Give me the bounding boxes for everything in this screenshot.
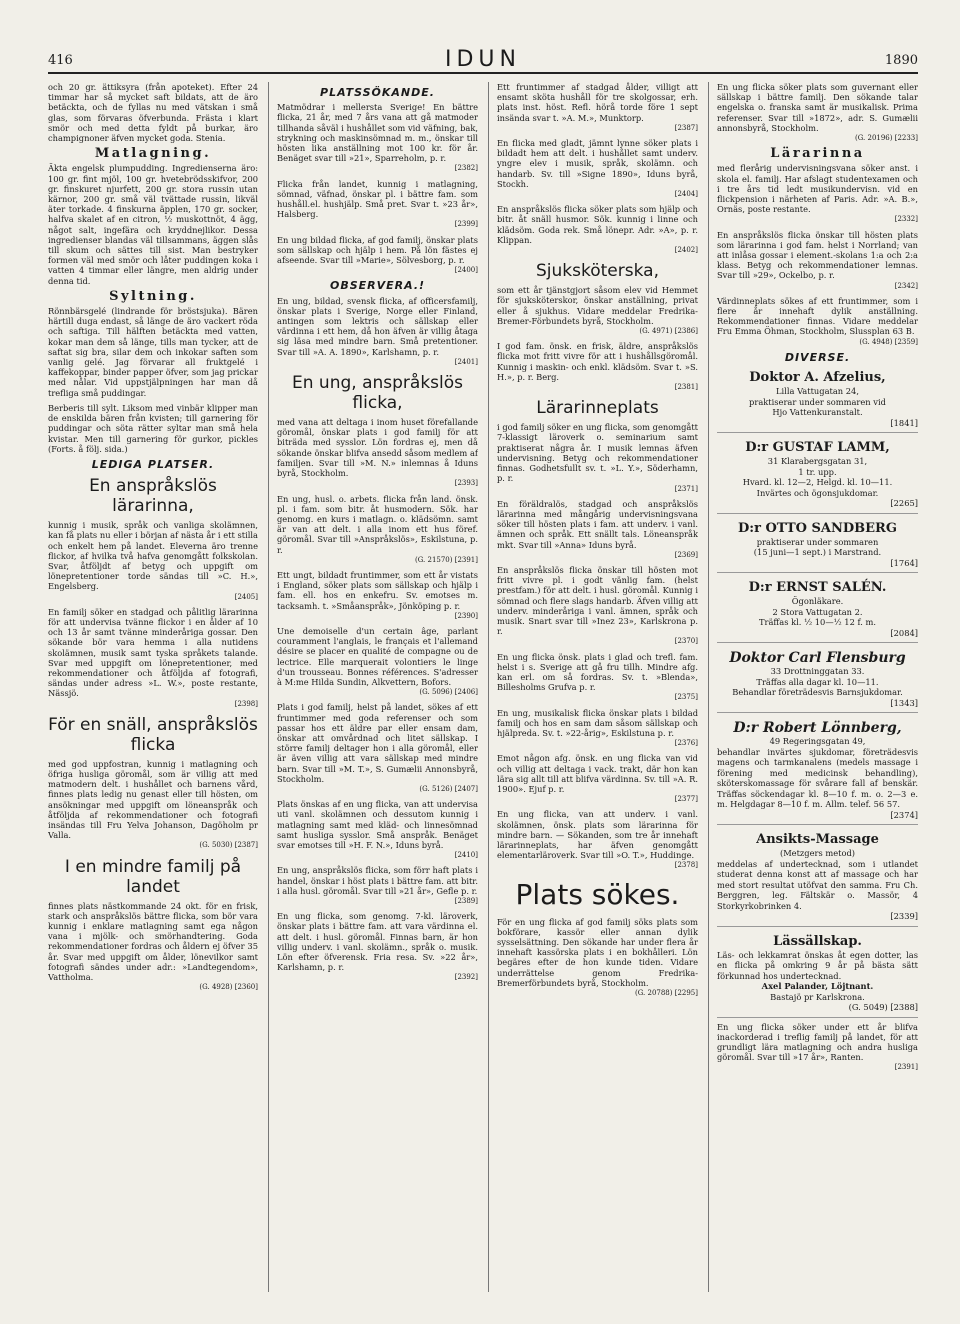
ad-text: En ung, husl. o. arbets. flicka från land. önsk. pl. i fam. som bitr. åt husmodern. Sök. har genomg. en kurs i matlagn. o. klädsömn. samt är van att delt. i alla inom ett hus föref. göromål. Svar till »Anspråkslös», Eskilstuna, p. r. [277, 493, 478, 555]
ad-line: Hjo Vattenkuranstalt. [772, 407, 863, 418]
ad-ref: [2374] [890, 809, 918, 820]
ad-text: med vana att deltaga i inom huset förefallande göromål, önskar plats i god familj för att biträda med sysslor. Lön fordras ej, men då sökande önskar blifva ansedd såsom medlem af familjen. Svar till »M. N.» inlemnas å Iduns byrå, Stockholm. [277, 417, 478, 479]
ad-text: En ung, musikalisk flicka önskar plats i bildad familj och hos en sam dam såsom sällskap och hjälpreda. Sv. t. »22-årig», Eskilstuna p. r. [497, 707, 698, 738]
doctor-ad-flensburg [717, 647, 918, 713]
ad-ref: (G. 5030) [2387] [199, 841, 258, 850]
ad-ref: (G. 20196) [2233] [854, 134, 918, 143]
ad-text: En anspråkslös flicka önskar till hösten plats som lärarinna i god fam. helst i Norrland; van att inlåsa gossar i element.-skolans 1:a och 2:a klass. Betyg och rekommendationer lemnas. Svar till »29», Ockelbo, p. r. [717, 229, 918, 281]
ad-line: 2 Stora Vattugatan 2. [772, 606, 863, 617]
ad-ref: [2390] [454, 611, 478, 620]
ad-text: En föräldralös, stadgad och anspråkslös lärarinna med mångårig undervisningsvana söker till hösten plats i fam. att underv. i vanl. ämnen och språk. Ett snällt tals. Löneanspråk mkt. Svar till »Anna» Iduns byrå. [497, 498, 698, 550]
classified-ad [497, 708, 698, 749]
lassallskap-ad [717, 931, 918, 1018]
ad-ref: [2389] [454, 897, 478, 906]
ad-ref: [2369] [674, 550, 698, 559]
ad-ref: [2342] [894, 281, 918, 290]
ad-text: En ung flicka önsk. plats i glad och trefl. fam. helst i s. Sverige att gå fru tillh. Mindre afg. kan erl. om så fordras. Sv. t. »Blenda», Billesholms Grufva p. r. [497, 651, 698, 693]
massage-ad [717, 829, 918, 927]
classified-ad [497, 82, 698, 133]
classified-ad [277, 102, 478, 173]
column-1 [48, 82, 258, 1292]
ad-text: En ung, bildad, svensk flicka, af officersfamilj, önskar plats i Sverige, Norge eller Finland, antingen som lektris och sällskap eller värdinna i ett hem, då hon äfven är villig åtaga sig läsa med mindre barn. Små pretentioner. Svar till »A. A. 1890», Karlshamn, p. r. [277, 295, 478, 357]
classified-ad [277, 235, 478, 276]
ad-heading: I en mindre familj på landet [64, 856, 242, 897]
ad-line: 33 Drottninggatan 33. [770, 666, 865, 677]
ad-ref: (G. 4971) [2386] [639, 327, 698, 336]
ad-line: 1 tr. upp. [798, 466, 837, 477]
ad-text: Plats i god familj, helst på landet, sökes af ett fruntimmer med goda referenser och som passar hos ett äldre par eller ensam dam, önskar att omvårdnad och litet sällskap. I större familj deltager hon i alla göromål, eller är även villig att vara sällskap med mindre barn. Svar till »M. T.», S. Gumælii Annonsbyrå, Stockholm. [277, 702, 478, 784]
ad-ref: [2398] [234, 699, 258, 708]
doctor-ad-sandberg [717, 518, 918, 574]
ad-line: Träffas alla dagar kl. 10—11. [756, 676, 879, 687]
ad-line: Lilla Vattugatan 24, [776, 386, 859, 397]
ad-ref: [2410] [454, 851, 478, 860]
doctor-ad-lamm [717, 437, 918, 514]
ad-ref: (G. 4928) [2360] [199, 983, 258, 992]
ad-ref: [2405] [234, 592, 258, 601]
ad-text: Emot någon afg. önsk. en ung flicka van vid och villig att deltaga i vack. trakt, där hon kan lära sig allt till att blifva värdinna. Sv. till »A. R. 1900». Ejuf p. r. [497, 753, 698, 794]
ad-line: Ögonläkare. [791, 596, 844, 607]
ad-ref: [2401] [454, 357, 478, 366]
ad-ref: [2402] [674, 246, 698, 255]
ad-text: i god familj söker en ung flicka, som genomgått 7-klassigt läroverk o. seminarium samt praktiserat några år. I musik lemnas äfven undervisning. Betyg och rekommendationer finnas. Godhetsfullt sv. t. »L. Y.», Söderhamn, p. r. [497, 422, 698, 484]
ad-text: En ung flicka söker under ett år blifva inackorderad i treflig familj på landet, för att grundligt lära matlagning och andra husliga göromål. Svar till »17 år», Ranten. [717, 1021, 918, 1063]
ad-text: En anspråkslös flicka söker plats som hjälp och bitr. åt snäll husmor. Sök. kunnig i linne och klädsöm. Goda rek. Små lönepr. Adr. »A», p. r. Klippan. [497, 204, 698, 245]
classified-ad [497, 917, 698, 999]
classified-ad [717, 296, 918, 347]
ad-text: med god uppfostran, kunnig i matlagning och öfriga husliga göromål, som är villig att med matmodern delt. i hushållet och barnens vård, finnes plats ledig nu genast eller till hösten, om ansökningar med uppgift om löneanspråk och åtföljda af rekommendationer och fotografi insändas till Fru Yelva Johanson, Dagöholm pr Valla. [48, 758, 258, 841]
ad-line: (15 juni—1 sept.) i Marstrand. [753, 547, 882, 558]
classified-ad [277, 296, 478, 367]
ad-text: Ett fruntimmer af stadgad ålder, villigt att ensamt sköta hushåll för tre skolgossar, erh. plats inst. höst. Refl. hörå torde före 1 sept insända svar t. »A. M.», Munktorp. [497, 82, 698, 123]
ad-line: praktiserar under sommaren [756, 536, 879, 547]
classified-ad [497, 341, 698, 392]
ad-line: Behandlar företrädesvis Barnsjukdomar. [732, 687, 903, 698]
classified-ad [277, 570, 478, 621]
ad-text: En familj söker en stadgad och pålitlig lärarinna för att undervisa tvänne flickor i en ålder af 10 och 13 år samt tvänne minderåriga gossar. Den sökande bör vara hemma i alla nutidens skolämnen, musik samt tyska språkets talande. Svar med uppgift om lönepretentioner, med rekommendationer och åtföljda af fotografi, sändas under adress »L. W.», poste restante, Nässjö. [48, 606, 258, 699]
classified-ad [48, 607, 258, 709]
berberis-text: Berberis till sylt. Liksom med vinbär klipper man de enskilda bären från kvisten; till garnering för puddingar och söta rätter syltar man små hela kvistar. Men till garnering för gurkor, pickles (Forts. å följ. sida.) [48, 402, 258, 454]
lararinna-heading: Lärarinna [770, 146, 865, 162]
classified-ad [497, 753, 698, 804]
ad-title: Doktor Carl Flensburg [729, 650, 906, 667]
ad-text: Une demoiselle d'un certain âge, parlant couramment l'anglais, le français et l'allemand désire se placer en qualité de compagne ou de lectrice. Elle marquerait volontiers le linge d'un trousseau. Bonnes références. S'adresser à M:me Hilda Sundin, Alkvettern, Bofors. [277, 625, 478, 687]
ad-text: I god fam. önsk. en frisk, äldre, anspråkslös flicka mot fritt vivre för att i hushållsgöromål. Kunnig i maskin- och enkl. klädsöm. Svar t. »S. H.», p. r. Berg. [497, 341, 698, 382]
ad-ref: [2375] [674, 693, 698, 702]
classified-ad [277, 702, 478, 794]
ad-line: Bastajö pr Karlskrona. [770, 991, 865, 1002]
classified-ad [277, 179, 478, 230]
ad-heading: En ung, anspråkslös flicka, [292, 373, 463, 414]
classified-ad [497, 652, 698, 703]
classified-ad [277, 494, 478, 565]
ad-line: praktiserar under sommaren vid [749, 396, 886, 407]
matlagning-heading: Matlagning. [94, 146, 212, 162]
ad-text: En ung flicka söker plats som guvernant eller sällskap i bättre familj. Den sökande talar engelska o. franska samt är musikalisk. Prima referenser. Svar till »1872», adr. S. Gumælii annonsbyrå, Stockholm. [717, 82, 918, 133]
ad-text: Plats önskas af en ung flicka, van att undervisa uti vanl. skolämnen och dessutom kunnig i matlagning samt med kläd- och linnesömnad samt husliga sysslor. Små anspråk. Benäget svar emotses till »H. F. N.», Iduns byrå. [277, 799, 478, 850]
classified-ad [717, 230, 918, 291]
classified-ad [717, 82, 918, 143]
ad-text: En anspråkslös flicka önskar till hösten mot fritt vivre pl. i godt vänlig fam. (helst prestfam.) för att delt. i husl. göromål. Kunnig i sömnad och flere slags handarb. Äfven villig att underv. minderåriga i vanl. ämnen, språk och musik. Snart svar till »Inez 23», Karlskrona p. r. [497, 564, 698, 637]
syltning-heading: Syltning. [109, 288, 197, 304]
classified-ad [277, 417, 478, 488]
ad-line: Axel Palander, Löjtnant. [761, 981, 874, 992]
masthead [48, 46, 918, 74]
classified-ad [497, 809, 698, 870]
classified-ad [497, 499, 698, 560]
ad-ref: [2393] [454, 479, 478, 488]
ad-ref: (G. 5096) [2406] [419, 688, 478, 697]
ad-ref: [1841] [890, 417, 918, 428]
ad-ref: [2392] [454, 973, 478, 982]
ad-text: Matmödrar i mellersta Sverige! En bättre flicka, 21 år, med 7 års vana att gå matmoder tillhanda såväl i hushållet som vid väfning, bak, strykning och maskinsömnad m. m., önskar till hösten lika anställning mot 100 kr. för år. Benäget svar till »21», Sparreholm, p. r. [277, 102, 478, 164]
ad-text: med flerårig undervisningsvana söker anst. i skola el. familj. Har afslagt studentexamen och i tre års tid ledt musikundervisn. vid en flickpension i närheten af Paris. Adr. »A. B.», Ornäs, poste restante. [717, 163, 918, 215]
doctor-ad-lonnberg [717, 717, 918, 825]
classified-ad [277, 911, 478, 982]
ad-ref: [2400] [454, 266, 478, 275]
ad-text: Ett ungt, bildadt fruntimmer, som ett år vistats i England, söker plats som sällskap och hjälp i fam. ell. hos en enkefru. Sv. emotses m. tacksamh. t. »Småanspråk», Jönköping p. r. [277, 569, 478, 611]
ad-heading: För en snäll, anspråkslös flicka [48, 714, 258, 755]
classified-ad [48, 520, 258, 602]
ad-ref: [2382] [454, 164, 478, 173]
classified-ad [717, 163, 918, 224]
ad-title: Lässällskap. [773, 933, 862, 949]
ad-line: Hvard. kl. 12—2, Helgd. kl. 10—11. [742, 477, 893, 488]
ad-ref: [2404] [674, 190, 698, 199]
ad-line: Läs- och lekkamrat önskas åt egen dotter, las en flicka på omkring 9 år på bästa sätt förkunnad hos undertecknad. [717, 949, 918, 981]
ad-ref: [2339] [890, 911, 918, 922]
ad-line: (Metzgers metod) [779, 848, 856, 859]
classified-ad [497, 422, 698, 493]
classified-ad [277, 799, 478, 860]
classified-ad [497, 565, 698, 647]
ad-line: Invärtes och ögonsjukdomar. [756, 487, 879, 498]
ad-ref: [2377] [674, 795, 698, 804]
matlagning-text: Äkta engelsk plumpudding. Ingredienserna äro: 100 gr. fint mjöl, 100 gr. hvetebrödsskifvor, 200 gr. finskuret njurfett, 200 gr. stora russin utan kärnor, 200 gr. små väl tvättade russin, likväl äter torkade. 4 finskurna äpplen, 170 gr. socker, halfva skalet af en citron, ½ muskottnöt, 4 ägg, något salt, ingefära och kryddnejlikor. Dessa ingredienser blandas väl tillsammans, äggen slås till skum och sättes till sist. Man bestryker formen väl med smör och låter puddingen koka i vatten 4 timmar eller längre, men aldrig under denna tid. [48, 163, 258, 286]
column-4 [708, 82, 918, 1292]
ad-text: finnes plats nästkommande 24 okt. för en frisk, stark och anspråkslös bättre flicka, som bör vara kunnig i enklare matlagning samt ega någon vana i mjölk- och smörhandtering. Goda rekommendationer fordras och åldern ej öfver 35 år. Svar med uppgift om ålder, lönevilkor samt fotografi sändes under adr.: »Landtegendom», Vattholma. [48, 900, 258, 983]
ad-text: som ett år tjänstgjort såsom elev vid Hemmet för sjuksköterskor, önskar anställning, privat eller å sjukhus. Vidare meddelar Fredrika-Bremer-Förbundets byrå, Stockholm. [497, 285, 698, 326]
ad-ref: [1764] [890, 557, 918, 568]
column-2 [268, 82, 478, 1292]
ad-text: En ung bildad flicka, af god familj, önskar plats som sällskap och hjälp i hem. På lön fästes ej afseende. Svar till »Marie», Sölvesborg, p. r. [277, 234, 478, 266]
ad-heading: En anspråkslös lärarinna, [89, 476, 217, 517]
ad-ref: (G. 20788) [2295] [634, 989, 698, 998]
classified-ad [717, 1022, 918, 1073]
ad-ref: [2084] [890, 627, 918, 638]
ad-text: En ung flicka, som genomg. 7-kl. läroverk, önskar plats i bättre fam. att vara värdinna el. att delt. i husl. göromål. Finnas barn, är hon villig underv. i vanl. skolämn., språk o. musik. Lön efter öfverensk. Fria resa. Sv. »22 år», Karlshamn, p. r. [277, 911, 478, 973]
ad-title: D:r GUSTAF LAMM, [745, 440, 890, 456]
ad-heading: Sjuksköterska, [536, 261, 659, 282]
ad-ref: [2378] [674, 861, 698, 870]
observera-heading: OBSERVERA.! [329, 279, 426, 293]
ad-text: En flicka med gladt, jämnt lynne söker plats i bildadt hem att delt. i hushållet samt underv. yngre elev i musik, språk, skolämn. och handarb. Sv. till »Signe 1890», Iduns byrå, Stockh. [497, 138, 698, 189]
ad-text: Flicka från landet, kunnig i matlagning, sömnad, väfnad, önskar pl. i bättre fam. som hushåll.el. hushjälp. Små pret. Svar t. »23 år», Halsberg. [277, 178, 478, 220]
intro-paragraph: och 20 gr. ättiksyra (från apoteket). Efter 24 timmar har så mycket saft bildats, att de äro betäckta, och de fyllas nu med vätskan i små glas, som förvaras öfverbunda. Frästa i klart smör och med detta fyldt på burkar, äro champignoner äfven mycket goda. Stenia. [48, 82, 258, 144]
ad-ref: (G. 5049) [2388] [848, 1002, 918, 1013]
ad-ref: [1343] [890, 697, 918, 708]
ad-line: behandlar invärtes sjukdomar, företrädesvis magens och tarmkanalens (medels massage i förening med medicinsk behandling), sköterskomassage för svårare fall af benskär. Träffas söckendagar kl. 8—10 f. m. o. 2—3 e. m. Helgdagar 8—10 f. m. Allm. telef. 56 57. [717, 746, 918, 810]
ad-text: kunnig i musik, språk och vanliga skolämnen, kan få plats nu eller i början af nästa år i ett stilla och enkelt hem på landet. Eleverna äro trenne flickor, af hvilka två hafva genomgått folkskolan. Svar, åtföljdt af betyg och uppgift om lönepretentioner torde sändas till »C. H.», Engelsberg. [48, 520, 258, 592]
ad-title: Ansikts-Massage [756, 832, 879, 848]
ad-title: D:r ERNST SALÉN. [748, 580, 887, 596]
column-3 [488, 82, 698, 1292]
classified-ad [497, 138, 698, 199]
ad-title: D:r OTTO SANDBERG [738, 520, 897, 536]
ad-text: En ung flicka, van att underv. i vanl. skolämnen, önsk. plats som lärarinna för mindre barn. — Sökanden, som tre år innehaft lärarinneplats, har äfven genomgått elementarläroverk. Svar till »O. T.», Huddinge. [497, 809, 698, 861]
doctor-ad-afzelius [717, 367, 918, 433]
diverse-heading: DIVERSE. [784, 350, 851, 364]
ad-ref: [2399] [454, 220, 478, 229]
classified-ad [497, 204, 698, 255]
ad-ref: (G. 21570) [2391] [414, 555, 478, 564]
platssokande-heading: PLATSSÖKANDE. [320, 86, 435, 99]
ad-title: D:r Robert Lönnberg, [733, 720, 902, 737]
classified-ad [277, 626, 478, 697]
ad-heading: Lärarinneplats [536, 398, 659, 419]
page-columns [48, 82, 918, 1292]
ad-ref: (G. 4948) [2359] [859, 337, 918, 346]
plats-sokes-heading: Plats sökes. [515, 877, 680, 911]
masthead-title: IDUN [445, 47, 521, 72]
ad-ref: [2371] [674, 484, 698, 493]
classified-ad [277, 865, 478, 906]
ad-title: Doktor A. Afzelius, [749, 370, 886, 386]
ad-line: 49 Regeringsgatan 49, [769, 736, 866, 747]
ad-ref: [2391] [894, 1063, 918, 1072]
ad-text: För en ung flicka af god familj söks plats som bokförare, kassör eller annan dylik sysselsättning. Den sökande har under flera år innehaft kassörska plats i en bokhålleri. Lön begäres efter de hon kunde tiden. Vidare underrättelse genom Fredrika-Bremerförbundets byrå, Stockholm. [497, 916, 698, 988]
page-number-right: 1890 [884, 53, 918, 68]
ad-ref: (G. 5126) [2407] [419, 784, 478, 793]
doctor-ad-salen [717, 577, 918, 643]
classified-ad [48, 901, 258, 993]
ad-line: meddelas af undertecknad, som i utlandet studerat denna konst att af massage och har med stort resultat utöfvat den samma. Fru Ch. Berggren, leg. Fältskär o. Massör, 4 Storkyrkobrinken 4. [717, 858, 918, 911]
ad-ref: [2265] [890, 498, 918, 509]
ad-ref: [2370] [674, 637, 698, 646]
lediga-platser-heading: LEDIGA PLATSER. [91, 457, 215, 471]
ad-line: 31 Klarabergsgatan 31, [767, 456, 868, 467]
classified-ad [497, 285, 698, 336]
ad-ref: [2381] [674, 383, 698, 392]
ad-ref: [2387] [674, 123, 698, 132]
ad-line: Träffas kl. ½ 10—½ 12 f. m. [758, 617, 877, 628]
ad-text: Värdinneplats sökes af ett fruntimmer, som i flere år innehaft dylik anställning. Rekommendationer finnas. Vidare meddelar Fru Emma Öhman, Stockholm, Slussplan 63 B. [717, 295, 918, 337]
page-number-left: 416 [48, 53, 73, 68]
ad-ref: [2376] [674, 739, 698, 748]
ad-text: En ung, anspråkslös flicka, som förr haft plats i handel, önskar i höst plats i bättre fam. att bitr. i alla husl. göromål. Svar till »21 år», Gefle p. r. [277, 865, 478, 896]
syltning-text: Rönnbärsgelé (lindrande för bröstsjuka). Bären härtill duga endast, så länge de äro vackert röda och saftiga. Till hälften betäckta med vatten, kokar man dem så länge, tills man tycker, att de saftat sig bra, silar dem och inkokar saften som vanlig gelé. Jag förvarar all fruktgelé i kaffekoppar, binder papper öfver, som jag prickar med nålar. Vid uppstjälpningen har man då trefliga små puddingar. [48, 306, 258, 398]
classified-ad [48, 759, 258, 851]
ad-ref: [2332] [894, 215, 918, 224]
